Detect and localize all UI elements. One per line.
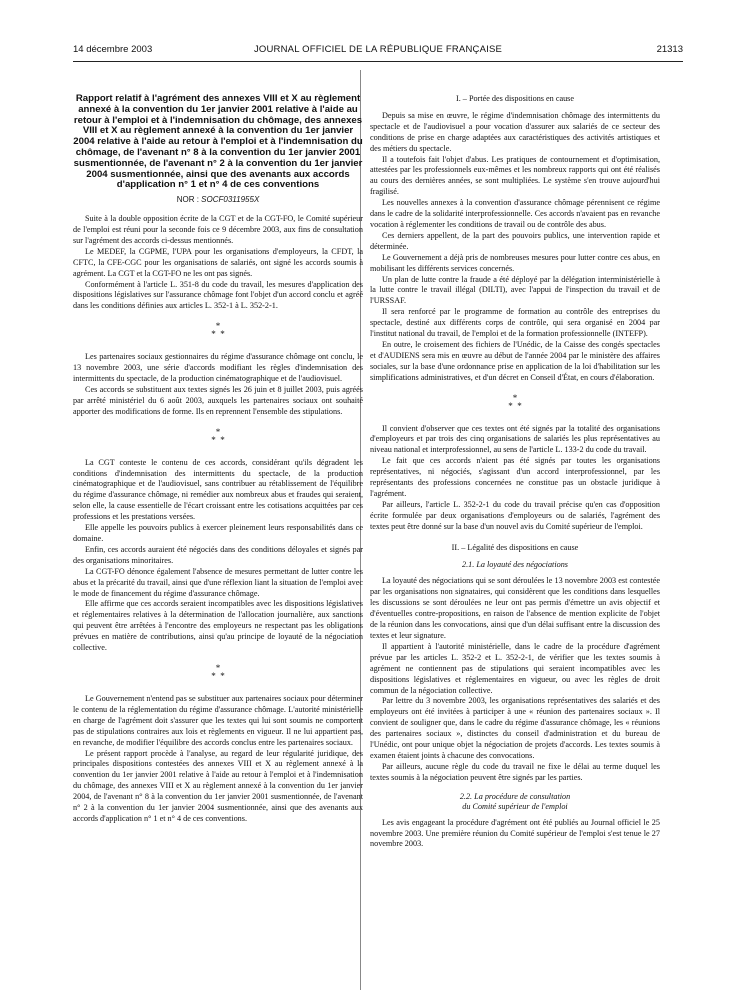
header-rule bbox=[73, 61, 683, 62]
paragraph: Depuis sa mise en œuvre, le régime d'indemnisation chômage des intermittents du spectacle et de l'audiovisuel a pour vocation d'assurer aux salariés de ce secteur des conditions de prise en charge adaptées aux caractéristiques des activités artistiques et des métiers du spectacle. bbox=[370, 110, 660, 153]
paragraph: Ces derniers appellent, de la part des pouvoirs publics, une intervention rapide et déterminée. bbox=[370, 230, 660, 251]
subsection-heading-2-1: 2.1. La loyauté des négociations bbox=[462, 559, 568, 569]
page-number: 21313 bbox=[656, 44, 683, 55]
nor-value: SOCF0311955X bbox=[201, 195, 260, 205]
left-column bbox=[73, 94, 363, 825]
section-separator: * * * bbox=[211, 321, 225, 340]
paragraph: Conformément à l'article L. 351-8 du code du travail, les mesures d'application des dispositions législatives sur l'assurance chômage font l'objet d'un accord conclu et agréé dans les conditions définies aux articles L. 352-1 à L. 352-2-1. bbox=[73, 279, 363, 311]
page-header bbox=[73, 44, 683, 58]
subsection-heading-2-2: 2.2. La procédure de consultation du Comité supérieur de l'emploi bbox=[459, 791, 571, 811]
paragraph: Il a toutefois fait l'objet d'abus. Les pratiques de contournement et d'optimisation, attestées par les professionnels eux-mêmes et les nombreux rapports qui ont été réalisés au cours des dernières années, se sont multipliées. Le système s'en trouve aujourd'hui fragilisé. bbox=[370, 154, 660, 197]
section-separator: * * * bbox=[211, 426, 225, 445]
paragraph: Les nouvelles annexes à la convention d'assurance chômage pérennisent ce régime dans le cadre de la solidarité interprofessionnelle. Ces accords n'avaient pas en revanche vocation à réglementer les conditions de travail ou de contrôle des abus. bbox=[370, 198, 660, 229]
paragraph: En outre, le croisement des fichiers de l'Unédic, de la Caisse des congés spectacles et d'AUDIENS sera mis en œuvre au début de l'année 2004 par le ministère des affaires sociales, sur la base d'une ordonnance prise en application de la loi d'habilitation sur les simplifications administratives, et d'un décret en Conseil d'État, en cours d'élaboration. bbox=[370, 339, 660, 382]
journal-title: JOURNAL OFFICIEL DE LA RÉPUBLIQUE FRANÇAISE bbox=[253, 44, 503, 55]
paragraph: Suite à la double opposition écrite de la CGT et de la CGT-FO, le Comité supérieur de l'emploi est réuni pour la seconde fois ce 9 décembre 2003, aux fins de consultation sur l'agrément des accords ci-dessus mentionnés. bbox=[73, 214, 363, 245]
paragraph: Le MEDEF, la CGPME, l'UPA pour les organisations d'employeurs, la CFDT, la CFTC, la CFE-CGC pour les organisations de salariés, ont signé les accords soumis à agrément. La CGT et la CGT-FO ne les ont pas signés. bbox=[73, 246, 363, 278]
section-separator: * * * bbox=[211, 662, 225, 681]
paragraph: Les avis engageant la procédure d'agrément ont été publiés au Journal officiel le 25 novembre 2003. Une première réunion du Comité supérieur de l'emploi s'est tenue le 27 novembre 2003. bbox=[370, 817, 660, 849]
paragraph: Elle affirme que ces accords seraient incompatibles avec les dispositions législatives et réglementaires relatives à la détermination de l'allocation journalière, aux sanctions qui peuvent être arrêtées à l'encontre des employeurs ne respectant pas les obligations prévues en matière de contributions, ainsi qu'au principe de loyauté de la négociation collective. bbox=[73, 599, 363, 653]
paragraph: Un plan de lutte contre la fraude a été déployé par la délégation interministérielle à la lutte contre le travail illégal (DILTI), avec l'appui de l'inspection du travail et de l'URSSAF. bbox=[370, 274, 660, 306]
paragraph: Le présent rapport procède à l'analyse, au regard de leur régularité juridique, des principales dispositions contestées des annexes VIII et X au règlement annexé à la convention du 1er janvier 2001 relative à l'aide au retour à l'emploi et à l'indemnisation du chômage, des annexes VIII et X au règlement annexé à la convention du 1er janvier 2004, de l'avenant n° 8 à la convention du 1er janvier 2001 susmentionnée, de l'avenant n° 2 à la convention du 1er janvier 2004 susmentionnée, ainsi que des avenants aux accords d'application n° 1 et n° 4 de ces conventions. bbox=[73, 748, 363, 823]
paragraph: Le Gouvernement n'entend pas se substituer aux partenaires sociaux pour déterminer le contenu de la réglementation du régime d'assurance chômage. L'autorité ministérielle en charge de l'agrément doit s'assurer que les textes qui lui sont soumis ne comportent pas de stipulations contraires aux lois et règlements en vigueur. Il ne lui appartient pas, en revanche, de modifier l'équilibre des accords conclus entre les partenaires sociaux. bbox=[73, 693, 363, 747]
paragraph: Les partenaires sociaux gestionnaires du régime d'assurance chômage ont conclu, le 13 novembre 2003, une série d'accords modifiant les règles d'indemnisation des intermittents du spectacle, de la production cinématographique et de l'audiovisuel. bbox=[73, 352, 363, 384]
paragraph: La CGT-FO dénonce également l'absence de mesures permettant de lutter contre les abus et la précarité du travail, ainsi que d'une réflexion liant la situation de l'emploi avec le mode de financement du régime d'assurance chômage. bbox=[73, 566, 363, 598]
paragraph: Le fait que ces accords n'aient pas été signés par toutes les organisations représentatives, ni négociés, s'agissant d'un accord interprofessionnel, par les représentants des professions concernées ne constitue pas un obstacle juridique à l'agrément. bbox=[370, 456, 660, 498]
paragraph: Ces accords se substituent aux textes signés les 26 juin et 8 juillet 2003, puis agréés par arrêté ministériel du 6 août 2003, auxquels les partenaires sociaux ont souhaité apporter des modifications de forme. Ils en reprennent l'ensemble des stipulations. bbox=[73, 384, 363, 416]
paragraph: Il appartient à l'autorité ministérielle, dans le cadre de la procédure d'agrément prévue par les articles L. 352-2 et L. 352-2-1, de vérifier que les textes soumis à agrément ne contiennent pas de stipulations qui seraient incompatibles avec les dispositions législatives et réglementaires en vigueur, ou avec les règles de droit commun de la négociation collective. bbox=[370, 641, 660, 695]
paragraph: Le Gouvernement a déjà pris de nombreuses mesures pour lutter contre ces abus, en mobilisant les différents services concernés. bbox=[370, 252, 660, 273]
nor-reference: NOR : SOCF0311955X bbox=[176, 195, 260, 205]
paragraph: Par ailleurs, aucune règle du code du travail ne fixe le délai au terme duquel les textes soumis à la négociation peuvent être signés par les parties. bbox=[370, 761, 660, 782]
report-title: Rapport relatif à l'agrément des annexes VIII et X au règlement annexé à la convention du 1er janvier 2001 relative à l'aide au retour à l'emploi et à l'indemnisation du chômage, des annexes VIII et X au règlement annexé à la convention du 1er janvier 2004 relative à l'aide au retour à l'emploi et à l'indemnisation du chômage, de l'avenant n° 8 à la convention du 1er janvier 2001 susmentionnée, de l'avenant n° 2 à la convention du 1er janvier 2004 susmentionnée, ainsi que des avenants aux accords d'application n° 1 et n° 4 de ces conventions bbox=[73, 93, 363, 191]
right-column bbox=[370, 94, 660, 850]
section-heading-1: I. – Portée des dispositions en cause bbox=[455, 94, 574, 103]
paragraph: Il sera renforcé par le programme de formation au contrôle des entreprises du spectacle, destiné aux différents corps de contrôle, qui sera organisé en 2004 par l'institut national du travail, de l'emploi et de la formation professionnelle (INTEFP). bbox=[370, 307, 660, 339]
paragraph: Par ailleurs, l'article L. 352-2-1 du code du travail précise qu'en cas d'opposition écrite formulée par deux organisations d'employeurs ou de salariés, l'agrément des textes peut être donné sur la base d'un nouvel avis du Comité supérieur de l'emploi. bbox=[370, 499, 660, 531]
section-separator: * * * bbox=[508, 392, 522, 411]
paragraph: La loyauté des négociations qui se sont déroulées le 13 novembre 2003 est contestée par les organisations non signataires, qui considèrent que les conditions dans lesquelles les discussions se sont déroulées ne leur ont pas permis d'émettre un avis objectif et d'éventuelles contre-propositions, en raison de l'absence de mention explicite de l'objet de la réunion dans les convocations, ainsi que d'un délai suffisant entre la discussion des textes et leur signature. bbox=[370, 576, 660, 640]
paragraph: Il convient d'observer que ces textes ont été signés par la totalité des organisations d'employeurs et par trois des cinq organisations de salariés les plus représentatives au niveau national et interprofessionnel, au sens de l'article L. 133-2 du code du travail. bbox=[370, 423, 660, 455]
paragraph: La CGT conteste le contenu de ces accords, considérant qu'ils dégradent les conditions d'indemnisation des intermittents du spectacle, de la production cinématographique et de l'audiovisuel, sans contribuer au rétablissement de l'équilibre du régime d'assurance chômage, ni remédier aux nombreux abus et fraudes qui seraient, selon elle, la cause essentielle de l'écart croissant entre les cotisations acquittées par ces professions et les prestations versées. bbox=[73, 457, 363, 522]
section-heading-2: II. – Légalité des dispositions en cause bbox=[451, 542, 579, 552]
paragraph: Elle appelle les pouvoirs publics à exercer pleinement leurs responsabilités dans ce domaine. bbox=[73, 523, 363, 544]
header-date: 14 décembre 2003 bbox=[73, 44, 153, 55]
paragraph: Par lettre du 3 novembre 2003, les organisations représentatives des salariés et des employeurs ont été invitées à participer à une « réunion des partenaires sociaux ». Il convient de souligner que, dans le cadre du régime d'assurance chômage, les « réunions des partenaires sociaux », distinctes du conseil d'administration et du bureau de l'Unédic, ont pour unique objet la négociation de projets d'accords. Les textes soumis à examen étaient joints à chacune des convocations. bbox=[370, 696, 660, 760]
paragraph: Enfin, ces accords auraient été négociés dans des conditions déloyales et signés par des organisations minoritaires. bbox=[73, 544, 363, 565]
